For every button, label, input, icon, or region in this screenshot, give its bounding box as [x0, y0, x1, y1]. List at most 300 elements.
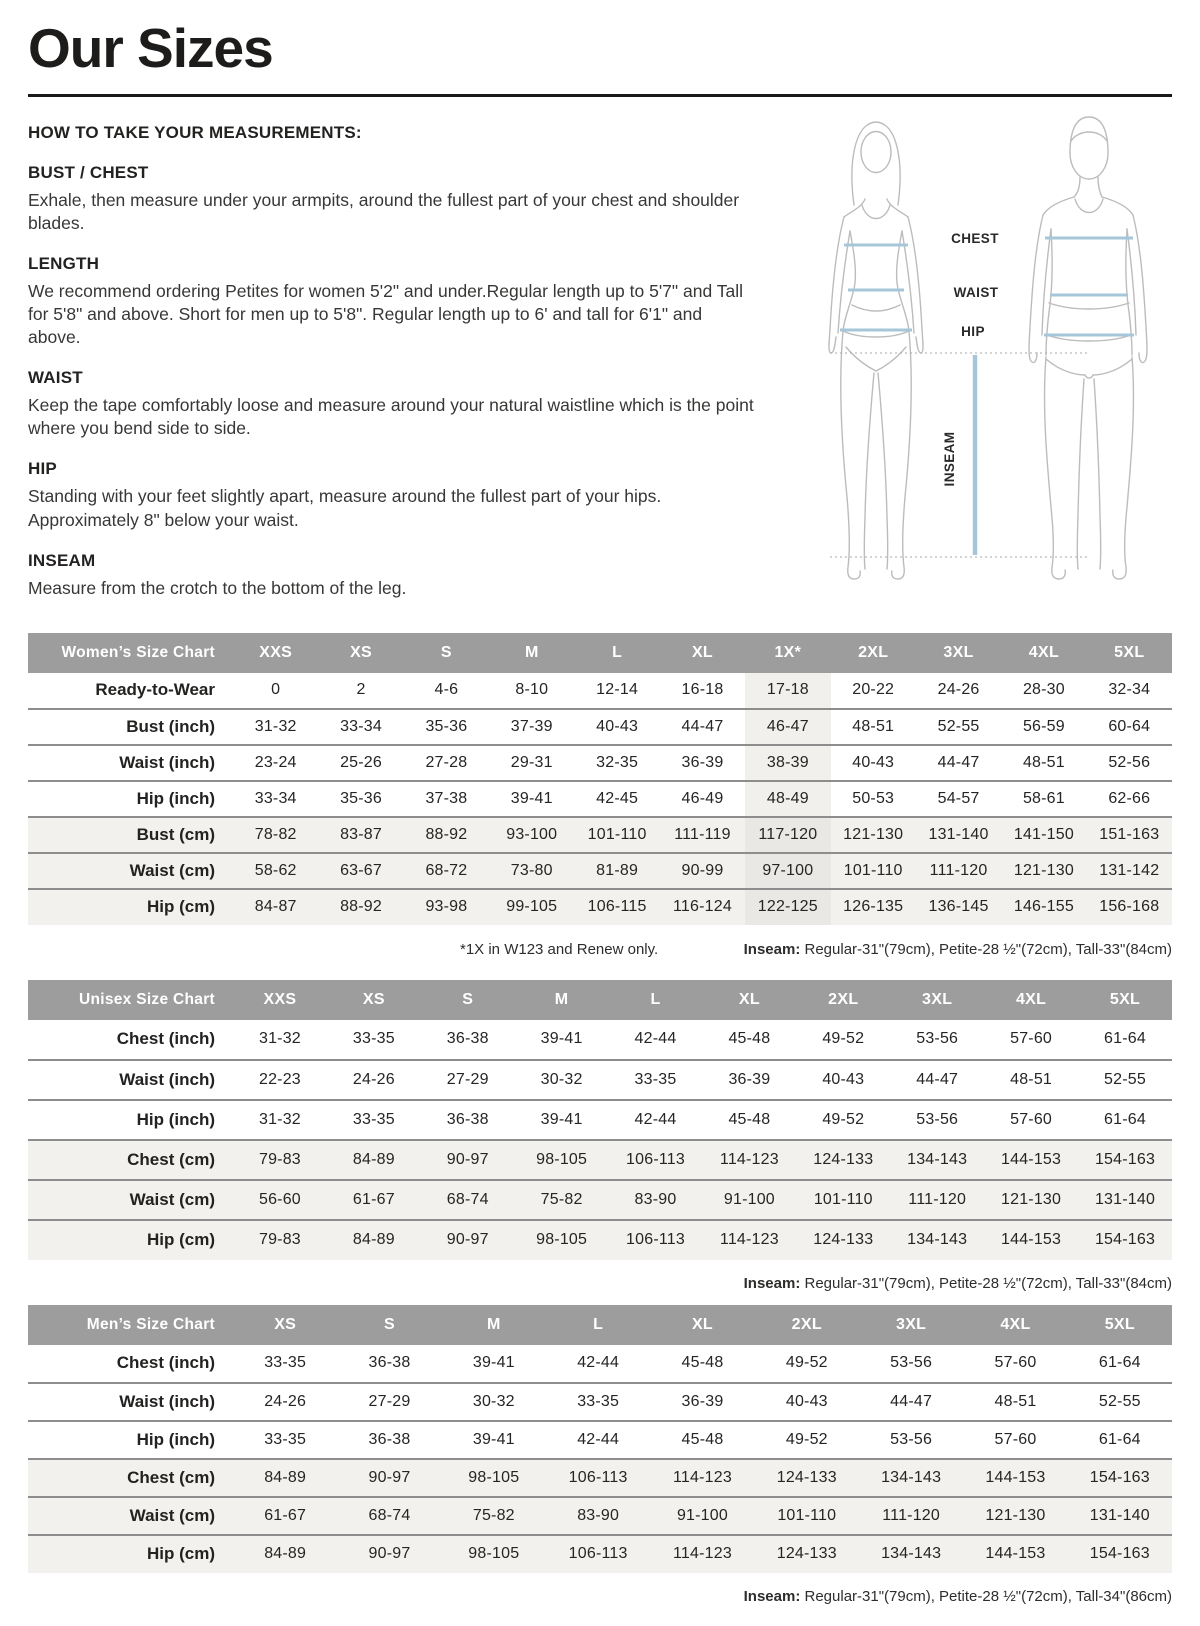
- table-cell: 91-100: [702, 1180, 796, 1220]
- table-cell: 36-39: [681, 1392, 724, 1410]
- mens-inseam-note: [28, 1588, 1172, 1605]
- womens-size-chart-table: [28, 633, 1172, 925]
- table-cell: 134-143: [890, 1140, 984, 1180]
- table-cell: 39-41: [540, 1110, 583, 1128]
- title-divider: [28, 94, 1172, 97]
- table-cell: 53-56: [916, 1110, 959, 1128]
- row-label: Waist (inch): [119, 1391, 215, 1411]
- table-row: [28, 817, 1172, 853]
- table-cell: 79-83: [233, 1220, 327, 1260]
- table-cell: 45-48: [681, 1354, 724, 1372]
- inseam-note-label: Inseam:: [743, 940, 801, 958]
- table-cell: 52-55: [1104, 1070, 1146, 1088]
- table-cell: 23-24: [254, 753, 297, 771]
- section-hip: [28, 459, 756, 531]
- table-cell: 40-43: [852, 753, 895, 771]
- table-cell: 36-38: [368, 1430, 411, 1448]
- row-label: Chest (cm): [28, 1140, 233, 1180]
- table-cell: 31-32: [258, 1030, 301, 1048]
- table-cell: 42-44: [577, 1430, 620, 1448]
- section-title: LENGTH: [28, 253, 100, 273]
- table-cell: 17-18: [745, 673, 830, 709]
- table-cell: 33-34: [254, 789, 297, 807]
- row-label: Waist (inch): [119, 752, 215, 772]
- table-cell: 78-82: [233, 817, 318, 853]
- size-column-header: XL: [702, 980, 796, 1020]
- table-cell: 97-100: [745, 853, 830, 889]
- size-column-header: L: [574, 633, 659, 673]
- table-cell: 56-60: [233, 1180, 327, 1220]
- table-cell: 106-113: [609, 1140, 703, 1180]
- table-cell: 111-120: [916, 853, 1001, 889]
- section-body: Exhale, then measure under your armpits, around the fullest part of your chest and shoulder blades.: [28, 189, 740, 233]
- row-label: Hip (inch): [136, 1109, 215, 1129]
- unisex-size-chart-table: [28, 980, 1172, 1260]
- chest-label: CHEST: [951, 230, 999, 246]
- table-row: [28, 1345, 1172, 1383]
- table-cell: 46-47: [745, 709, 830, 745]
- table-cell: 53-56: [890, 1430, 933, 1448]
- instructions-heading: HOW TO TAKE YOUR MEASUREMENTS:: [28, 122, 362, 142]
- table-cell: 38-39: [745, 745, 830, 781]
- table-cell: 39-41: [510, 789, 553, 807]
- table-cell: 88-92: [404, 817, 489, 853]
- size-column-header: L: [609, 980, 703, 1020]
- table-title: Women’s Size Chart: [28, 633, 233, 673]
- waist-label: WAIST: [953, 284, 999, 300]
- row-label: Chest (cm): [28, 1459, 233, 1497]
- row-label: Hip (cm): [28, 1535, 233, 1573]
- table-cell: 84-89: [327, 1220, 421, 1260]
- table-cell: 48-51: [1022, 753, 1065, 771]
- table-cell: 154-163: [1078, 1140, 1172, 1180]
- table-row: [28, 709, 1172, 745]
- table-cell: 106-113: [546, 1459, 650, 1497]
- table-cell: 84-87: [233, 889, 318, 925]
- table-cell: 40-43: [822, 1070, 865, 1088]
- unisex-inseam-note: [28, 1275, 1172, 1292]
- table-cell: 75-82: [442, 1497, 546, 1535]
- table-cell: 124-133: [755, 1535, 859, 1573]
- table-cell: 42-44: [577, 1354, 620, 1372]
- row-label: Waist (cm): [28, 1180, 233, 1220]
- table-cell: 4-6: [434, 681, 459, 699]
- table-cell: 111-120: [859, 1497, 963, 1535]
- table-cell: 49-52: [785, 1354, 828, 1372]
- table-cell: 114-123: [650, 1459, 754, 1497]
- table-cell: 79-83: [233, 1140, 327, 1180]
- table-cell: 84-89: [327, 1140, 421, 1180]
- table-cell: 124-133: [796, 1140, 890, 1180]
- table-cell: 68-74: [421, 1180, 515, 1220]
- size-column-header: XXS: [233, 633, 318, 673]
- size-column-header: S: [337, 1305, 441, 1345]
- table-row: [28, 1020, 1172, 1060]
- table-cell: 2: [356, 681, 366, 699]
- table-cell: 53-56: [890, 1354, 933, 1372]
- instructions-text-column: [28, 121, 756, 619]
- table-cell: 111-119: [660, 817, 745, 853]
- table-cell: 28-30: [1022, 681, 1065, 699]
- table-cell: 114-123: [702, 1140, 796, 1180]
- size-column-header: 1X*: [745, 633, 830, 673]
- size-column-header: 4XL: [984, 980, 1078, 1020]
- table-cell: 61-64: [1098, 1354, 1141, 1372]
- table-cell: 68-74: [337, 1497, 441, 1535]
- table-cell: 39-41: [472, 1430, 515, 1448]
- row-label: Hip (cm): [28, 1220, 233, 1260]
- table-cell: 35-36: [340, 789, 382, 807]
- table-cell: 61-64: [1104, 1030, 1146, 1048]
- table-cell: 54-57: [937, 789, 980, 807]
- table-row: [28, 673, 1172, 709]
- table-cell: 33-35: [264, 1354, 307, 1372]
- size-column-header: 5XL: [1068, 1305, 1172, 1345]
- table-cell: 121-130: [984, 1180, 1078, 1220]
- inseam-note-label: Inseam:: [743, 1587, 801, 1605]
- section-body: We recommend ordering Petites for women 5'2" and under.Regular length up to 5'7" and Tall for 5'8" and above. Short for men up to 5'8". Regular length up to 6' and tall for 6'1" and above.: [28, 280, 743, 348]
- table-cell: 101-110: [831, 853, 916, 889]
- table-cell: 48-49: [745, 781, 830, 817]
- table-cell: 101-110: [796, 1180, 890, 1220]
- section-title: WAIST: [28, 368, 83, 388]
- table-row: [28, 1383, 1172, 1421]
- table-cell: 117-120: [745, 817, 830, 853]
- table-cell: 49-52: [822, 1030, 865, 1048]
- row-label: Hip (cm): [28, 889, 233, 925]
- size-column-header: XS: [233, 1305, 337, 1345]
- table-cell: 98-105: [515, 1140, 609, 1180]
- table-cell: 136-145: [916, 889, 1001, 925]
- table-cell: 90-99: [660, 853, 745, 889]
- row-label: Hip (inch): [136, 1429, 215, 1449]
- row-label: Ready-to-Wear: [95, 680, 215, 700]
- table-cell: 20-22: [852, 681, 895, 699]
- table-cell: 144-153: [963, 1535, 1067, 1573]
- table-cell: 42-45: [596, 789, 639, 807]
- table-cell: 31-32: [258, 1110, 301, 1128]
- section-title: HIP: [28, 459, 57, 479]
- table-header-row: [28, 633, 1172, 673]
- table-cell: 49-52: [822, 1110, 865, 1128]
- table-header-row: [28, 980, 1172, 1020]
- size-column-header: 5XL: [1078, 980, 1172, 1020]
- table-cell: 52-55: [937, 717, 980, 735]
- table-cell: 48-51: [994, 1392, 1037, 1410]
- table-cell: 39-41: [472, 1354, 515, 1372]
- section-title: INSEAM: [28, 550, 96, 570]
- table-row: [28, 1220, 1172, 1260]
- table-cell: 126-135: [831, 889, 916, 925]
- table-cell: 50-53: [852, 789, 895, 807]
- table-cell: 61-67: [327, 1180, 421, 1220]
- table-cell: 56-59: [1022, 717, 1065, 735]
- table-cell: 8-10: [515, 681, 549, 699]
- table-cell: 27-29: [368, 1392, 411, 1410]
- table-cell: 29-31: [510, 753, 553, 771]
- table-cell: 131-140: [1068, 1497, 1172, 1535]
- womens-inseam-note: [744, 941, 1172, 958]
- table-cell: 44-47: [937, 753, 980, 771]
- table-cell: 61-67: [233, 1497, 337, 1535]
- section-body: Keep the tape comfortably loose and measure around your natural waistline which is the point where you bend side to side.: [28, 395, 754, 439]
- table-cell: 36-39: [681, 753, 724, 771]
- table-cell: 52-56: [1108, 753, 1151, 771]
- table-cell: 131-140: [916, 817, 1001, 853]
- table-cell: 48-51: [852, 717, 895, 735]
- table-cell: 75-82: [515, 1180, 609, 1220]
- table-title: Unisex Size Chart: [28, 980, 233, 1020]
- table-cell: 122-125: [745, 889, 830, 925]
- section-body: Measure from the crotch to the bottom of the leg.: [28, 577, 407, 598]
- table-cell: 144-153: [984, 1140, 1078, 1180]
- size-column-header: XXS: [233, 980, 327, 1020]
- table-row: [28, 853, 1172, 889]
- body-measurement-illustration: [792, 107, 1172, 587]
- table-cell: 42-44: [634, 1110, 677, 1128]
- table-cell: 101-110: [574, 817, 659, 853]
- table-cell: 32-34: [1108, 681, 1151, 699]
- table-cell: 57-60: [994, 1430, 1037, 1448]
- table-cell: 98-105: [515, 1220, 609, 1260]
- table-cell: 57-60: [1010, 1110, 1053, 1128]
- section-bust-chest: [28, 163, 756, 235]
- table-cell: 37-39: [510, 717, 553, 735]
- table-cell: 22-23: [258, 1070, 301, 1088]
- table-cell: 31-32: [254, 717, 297, 735]
- size-column-header: 3XL: [890, 980, 984, 1020]
- table-cell: 154-163: [1068, 1459, 1172, 1497]
- table-cell: 57-60: [994, 1354, 1037, 1372]
- table-cell: 52-55: [1098, 1392, 1141, 1410]
- table-cell: 24-26: [264, 1392, 307, 1410]
- table-cell: 36-38: [446, 1110, 489, 1128]
- table-cell: 134-143: [859, 1459, 963, 1497]
- table-cell: 151-163: [1087, 817, 1172, 853]
- table-cell: 33-35: [264, 1430, 307, 1448]
- table-row: [28, 1535, 1172, 1573]
- table-cell: 42-44: [634, 1030, 677, 1048]
- table-cell: 131-140: [1078, 1180, 1172, 1220]
- table-cell: 81-89: [574, 853, 659, 889]
- table-cell: 156-168: [1087, 889, 1172, 925]
- table-cell: 134-143: [859, 1535, 963, 1573]
- male-figure: [1029, 117, 1147, 579]
- table-cell: 36-38: [446, 1030, 489, 1048]
- table-cell: 90-97: [337, 1535, 441, 1573]
- table-cell: 44-47: [916, 1070, 959, 1088]
- size-column-header: XS: [327, 980, 421, 1020]
- table-cell: 40-43: [596, 717, 639, 735]
- row-label: Chest (inch): [116, 1029, 215, 1049]
- table-cell: 44-47: [890, 1392, 933, 1410]
- table-row: [28, 1140, 1172, 1180]
- table-cell: 154-163: [1078, 1220, 1172, 1260]
- table-cell: 73-80: [489, 853, 574, 889]
- mens-size-chart-table: [28, 1305, 1172, 1573]
- table-cell: 48-51: [1010, 1070, 1053, 1088]
- table-row: [28, 1180, 1172, 1220]
- size-column-header: XS: [318, 633, 403, 673]
- size-column-header: M: [489, 633, 574, 673]
- table-cell: 131-142: [1087, 853, 1172, 889]
- row-label: Hip (inch): [136, 788, 215, 808]
- table-cell: 121-130: [1001, 853, 1086, 889]
- table-cell: 32-35: [596, 753, 639, 771]
- row-label: Waist (inch): [119, 1069, 215, 1089]
- inseam-label: INSEAM: [942, 431, 957, 487]
- table-row: [28, 781, 1172, 817]
- table-cell: 24-26: [937, 681, 980, 699]
- table-cell: 57-60: [1010, 1030, 1053, 1048]
- table-cell: 40-43: [785, 1392, 828, 1410]
- table-row: [28, 1421, 1172, 1459]
- table-cell: 114-123: [650, 1535, 754, 1573]
- size-column-header: M: [515, 980, 609, 1020]
- table-cell: 121-130: [831, 817, 916, 853]
- table-cell: 124-133: [796, 1220, 890, 1260]
- size-column-header: XL: [650, 1305, 754, 1345]
- table-cell: 45-48: [728, 1030, 771, 1048]
- one-x-footnote: *1X in W123 and Renew only.: [460, 940, 659, 958]
- table-cell: 98-105: [442, 1459, 546, 1497]
- row-label: Bust (inch): [126, 716, 215, 736]
- womens-table-footnotes: [28, 941, 1172, 958]
- table-cell: 144-153: [963, 1459, 1067, 1497]
- inseam-note-text: Regular-31"(79cm), Petite-28 ½"(72cm), Tall-33"(84cm): [800, 940, 1172, 958]
- table-cell: 61-64: [1104, 1110, 1146, 1128]
- size-column-header: L: [546, 1305, 650, 1345]
- table-cell: 83-87: [318, 817, 403, 853]
- table-cell: 83-90: [546, 1497, 650, 1535]
- table-cell: 99-105: [489, 889, 574, 925]
- female-figure: [829, 122, 923, 579]
- table-cell: 116-124: [660, 889, 745, 925]
- size-column-header: 4XL: [1001, 633, 1086, 673]
- table-cell: 144-153: [984, 1220, 1078, 1260]
- size-column-header: 2XL: [796, 980, 890, 1020]
- table-cell: 33-35: [352, 1030, 395, 1048]
- size-column-header: S: [404, 633, 489, 673]
- section-inseam: [28, 551, 756, 600]
- table-cell: 154-163: [1068, 1535, 1172, 1573]
- table-cell: 90-97: [421, 1220, 515, 1260]
- table-cell: 93-98: [404, 889, 489, 925]
- table-cell: 30-32: [540, 1070, 583, 1088]
- table-cell: 27-29: [446, 1070, 489, 1088]
- table-cell: 93-100: [489, 817, 574, 853]
- table-cell: 101-110: [755, 1497, 859, 1535]
- row-label: Chest (inch): [116, 1353, 215, 1373]
- table-cell: 146-155: [1001, 889, 1086, 925]
- table-cell: 134-143: [890, 1220, 984, 1260]
- table-cell: 35-36: [425, 717, 468, 735]
- inseam-note-text: Regular-31"(79cm), Petite-28 ½"(72cm), Tall-34"(86cm): [800, 1587, 1172, 1605]
- table-cell: 44-47: [681, 717, 724, 735]
- table-cell: 58-61: [1022, 789, 1065, 807]
- table-cell: 124-133: [755, 1459, 859, 1497]
- table-cell: 90-97: [421, 1140, 515, 1180]
- table-cell: 49-52: [785, 1430, 828, 1448]
- row-label: Waist (cm): [28, 1497, 233, 1535]
- table-cell: 84-89: [233, 1459, 337, 1497]
- table-cell: 33-35: [577, 1392, 620, 1410]
- table-cell: 36-38: [368, 1354, 411, 1372]
- table-cell: 27-28: [425, 753, 468, 771]
- table-cell: 45-48: [728, 1110, 771, 1128]
- table-cell: 33-35: [634, 1070, 677, 1088]
- table-cell: 39-41: [540, 1030, 583, 1048]
- table-cell: 114-123: [702, 1220, 796, 1260]
- size-column-header: 4XL: [963, 1305, 1067, 1345]
- inseam-note-text: Regular-31"(79cm), Petite-28 ½"(72cm), Tall-33"(84cm): [800, 1274, 1172, 1292]
- table-cell: 16-18: [681, 681, 724, 699]
- table-cell: 83-90: [609, 1180, 703, 1220]
- size-column-header: S: [421, 980, 515, 1020]
- table-cell: 24-26: [352, 1070, 395, 1088]
- table-cell: 0: [271, 681, 281, 699]
- table-cell: 45-48: [681, 1430, 724, 1448]
- table-cell: 33-35: [352, 1110, 395, 1128]
- table-row: [28, 1060, 1172, 1100]
- table-cell: 46-49: [681, 789, 724, 807]
- size-column-header: XL: [660, 633, 745, 673]
- table-cell: 98-105: [442, 1535, 546, 1573]
- size-column-header: 3XL: [916, 633, 1001, 673]
- table-header-row: [28, 1305, 1172, 1345]
- table-cell: 121-130: [963, 1497, 1067, 1535]
- table-row: [28, 1100, 1172, 1140]
- measurement-diagram: [756, 121, 1172, 587]
- table-cell: 61-64: [1098, 1430, 1141, 1448]
- size-column-header: 3XL: [859, 1305, 963, 1345]
- table-cell: 60-64: [1108, 717, 1151, 735]
- table-cell: 90-97: [337, 1459, 441, 1497]
- section-waist: [28, 368, 756, 440]
- table-cell: 30-32: [472, 1392, 515, 1410]
- measurement-instructions: [28, 121, 1172, 619]
- table-cell: 58-62: [233, 853, 318, 889]
- size-column-header: M: [442, 1305, 546, 1345]
- table-row: [28, 745, 1172, 781]
- table-row: [28, 889, 1172, 925]
- table-cell: 68-72: [404, 853, 489, 889]
- size-column-header: 2XL: [755, 1305, 859, 1345]
- row-label: Waist (cm): [28, 853, 233, 889]
- table-row: [28, 1497, 1172, 1535]
- size-column-header: 5XL: [1087, 633, 1172, 673]
- table-cell: 63-67: [318, 853, 403, 889]
- table-cell: 62-66: [1108, 789, 1151, 807]
- table-cell: 91-100: [650, 1497, 754, 1535]
- table-title: Men’s Size Chart: [28, 1305, 233, 1345]
- table-cell: 12-14: [596, 681, 639, 699]
- row-label: Bust (cm): [28, 817, 233, 853]
- hip-label: HIP: [961, 323, 985, 339]
- table-cell: 106-113: [609, 1220, 703, 1260]
- table-cell: 88-92: [318, 889, 403, 925]
- table-cell: 111-120: [890, 1180, 984, 1220]
- table-cell: 25-26: [340, 753, 382, 771]
- section-body: Standing with your feet slightly apart, measure around the fullest part of your hips. Approximately 8" below your waist.: [28, 486, 662, 530]
- page-title: Our Sizes: [28, 17, 273, 79]
- table-row: [28, 1459, 1172, 1497]
- table-cell: 37-38: [425, 789, 468, 807]
- size-column-header: 2XL: [831, 633, 916, 673]
- inseam-note-label: Inseam:: [743, 1274, 801, 1292]
- table-cell: 106-113: [546, 1535, 650, 1573]
- table-cell: 53-56: [916, 1030, 959, 1048]
